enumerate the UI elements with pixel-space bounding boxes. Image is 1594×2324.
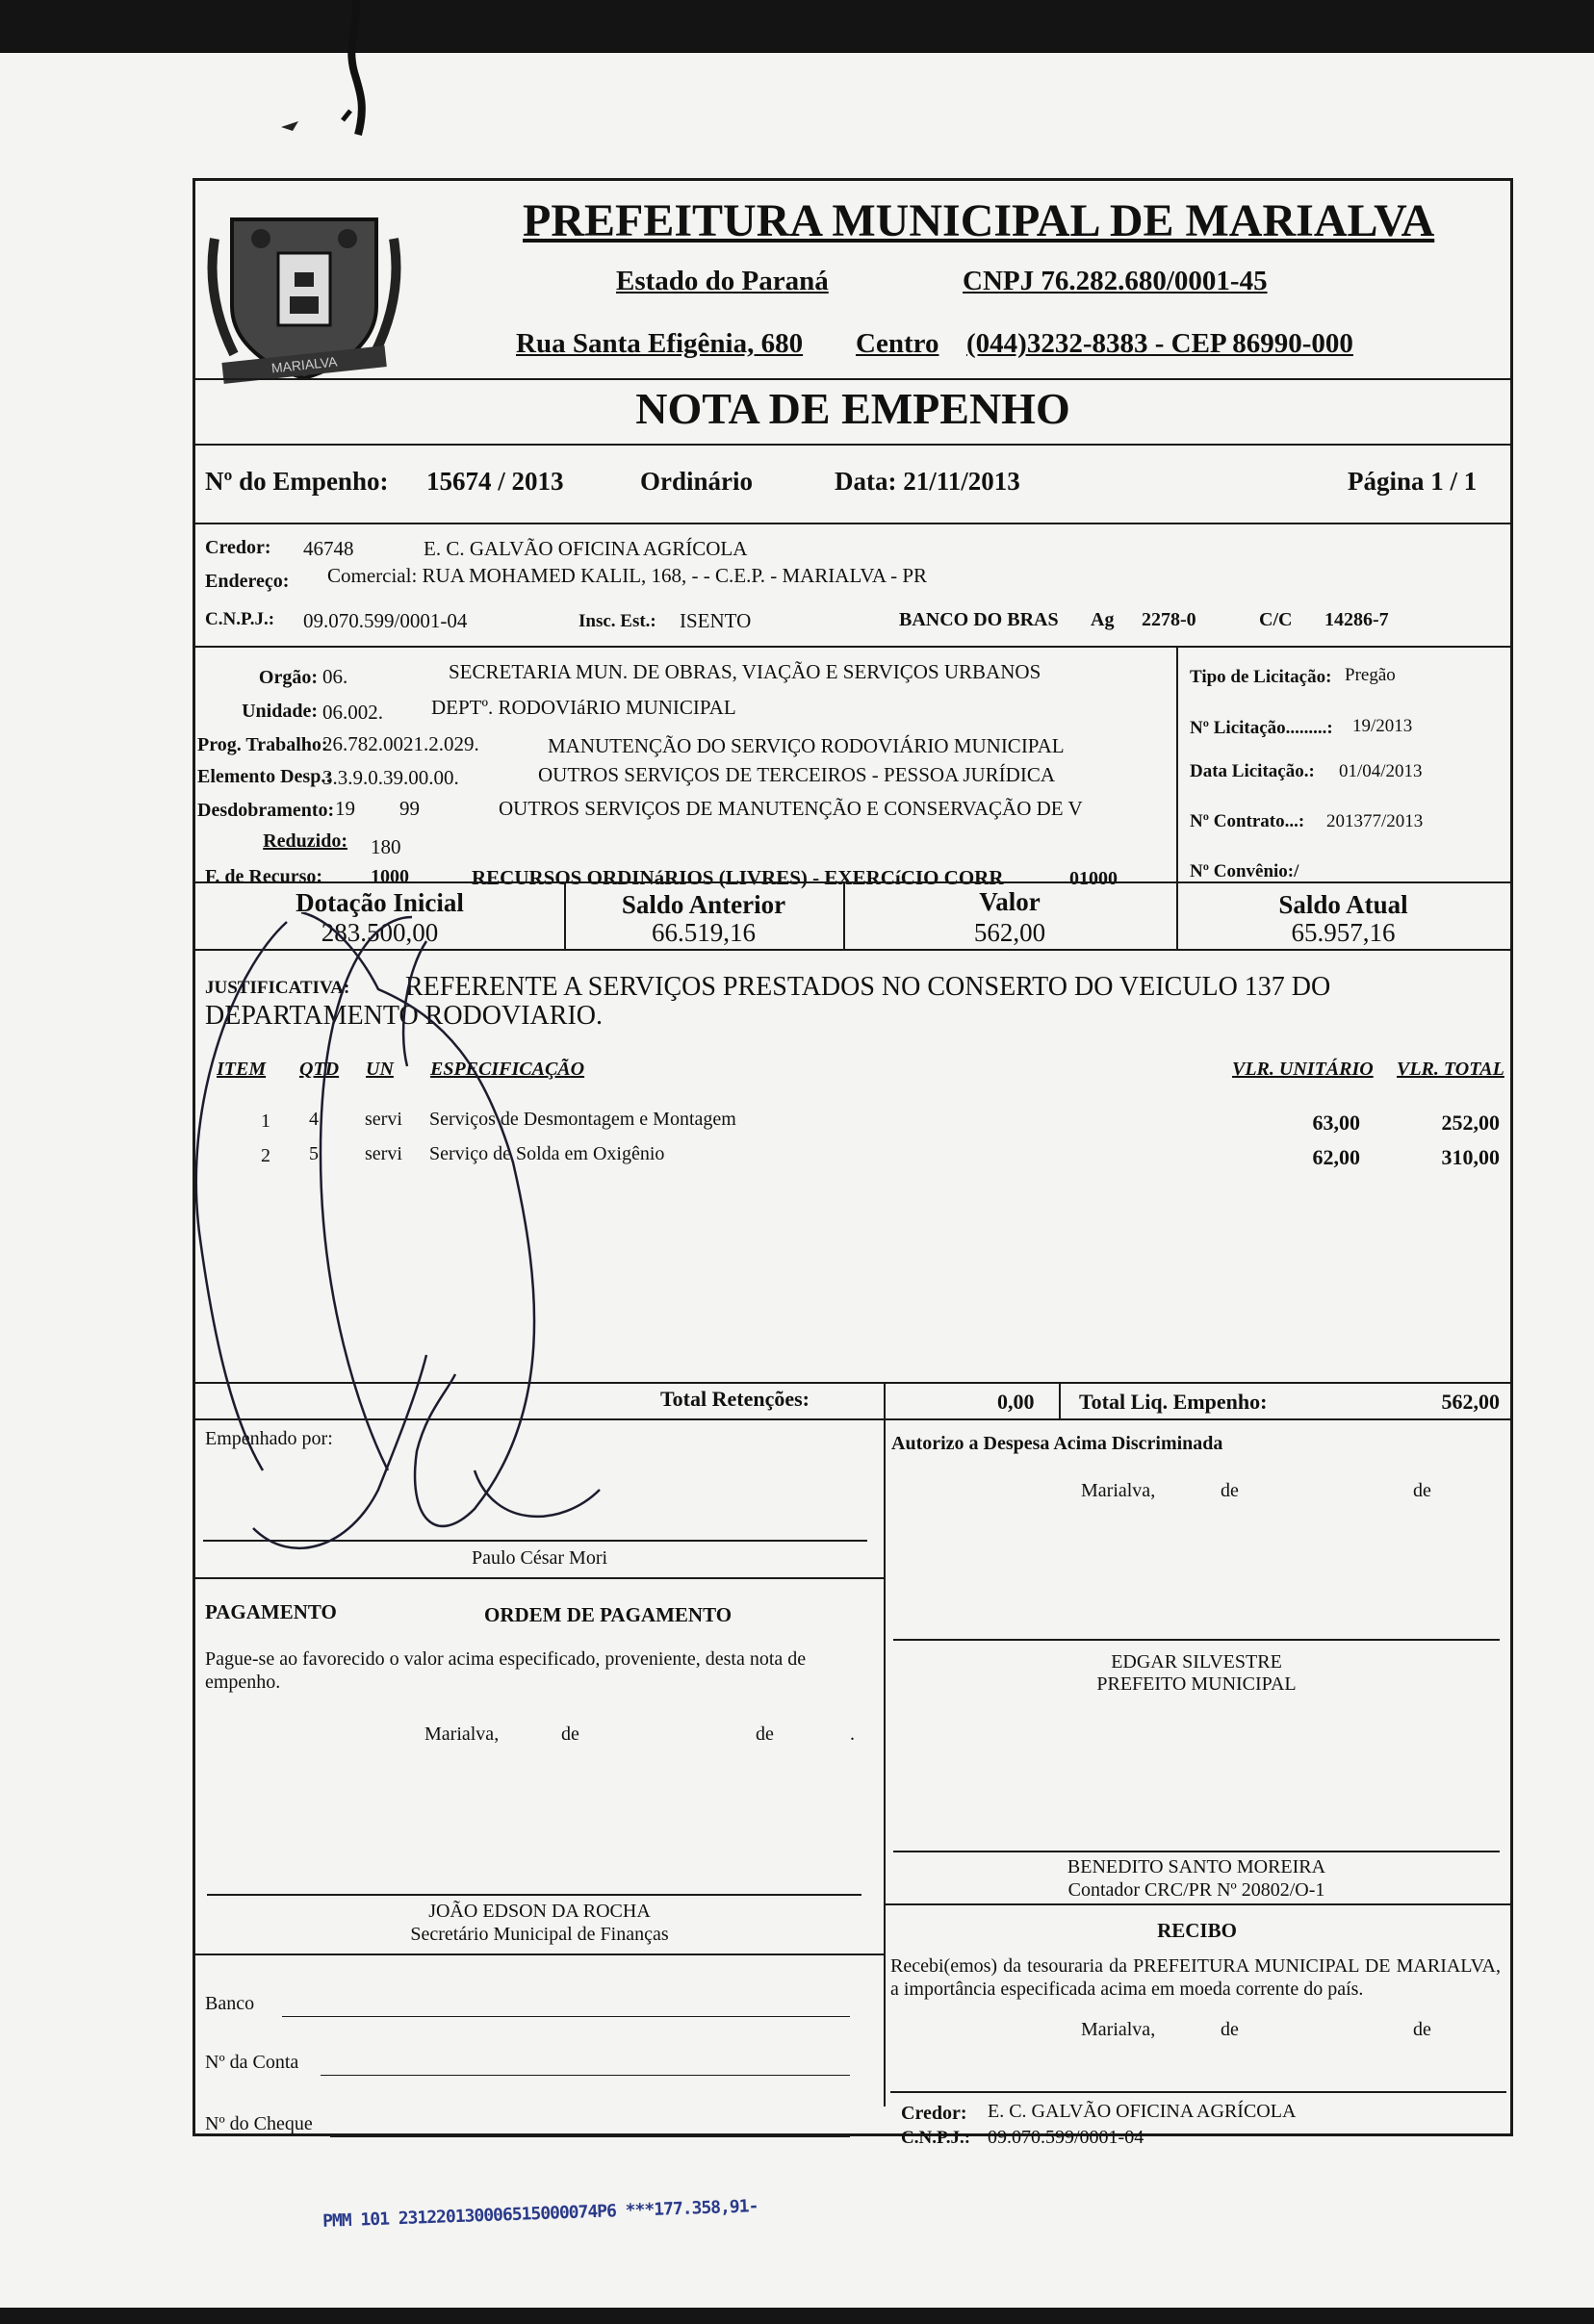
- col-header-item: ITEM: [217, 1059, 267, 1080]
- licitacao-numero-value: 19/2013: [1352, 716, 1413, 736]
- item-1-espec: Serviços de Desmontagem e Montagem: [429, 1109, 736, 1130]
- cheque-line: [330, 2136, 850, 2137]
- scan-artifact-mark: [279, 115, 308, 135]
- banco-label: Banco: [205, 1993, 255, 2014]
- justificativa-line2: DEPARTAMENTO RODOVIARIO.: [205, 1001, 603, 1031]
- orgao-code: 06.: [322, 665, 348, 688]
- credor-code: 46748: [303, 537, 354, 560]
- ordem-pagamento-label: ORDEM DE PAGAMENTO: [484, 1603, 733, 1626]
- document-title: NOTA DE EMPENHO: [635, 384, 1070, 433]
- unidade-value: DEPTº. RODOVIáRIO MUNICIPAL: [431, 696, 736, 719]
- desdobramento-value: OUTROS SERVIÇOS DE MANUTENÇÃO E CONSERVAÇÃO DE V: [499, 797, 1083, 820]
- recibo-cnpj-label: C.N.P.J.:: [901, 2128, 971, 2148]
- saldo-anterior-label: Saldo Anterior: [621, 890, 786, 919]
- scan-top-border: [0, 0, 1594, 53]
- saldo-anterior-value: 66.519,16: [652, 918, 756, 947]
- address-centro: Centro: [856, 328, 939, 359]
- contrato-label: Nº Contrato...:: [1190, 811, 1305, 831]
- mechanical-stamp: PMM 101 231220130006515000074P6 ***177.358,91-: [321, 2196, 758, 2232]
- item-2-unit: 62,00: [1312, 1145, 1360, 1169]
- empenhado-name: Paulo César Mori: [471, 1547, 608, 1569]
- unidade-code: 06.002.: [322, 701, 383, 724]
- elemento-code: 3.3.9.0.39.00.00.: [322, 766, 459, 789]
- unidade-label: Unidade:: [242, 701, 318, 722]
- empenho-tipo: Ordinário: [640, 467, 754, 496]
- pagamento-label: PAGAMENTO: [205, 1600, 337, 1623]
- insc-value: ISENTO: [680, 609, 752, 632]
- recibo-de1: de: [1221, 2019, 1239, 2040]
- banco-line: [282, 2016, 850, 2017]
- municipal-crest-icon: [203, 200, 405, 393]
- reduzido-label: Reduzido:: [263, 830, 347, 852]
- secretario-name: JOÃO EDSON DA ROCHA: [428, 1901, 651, 1922]
- recibo-credor-value: E. C. GALVÃO OFICINA AGRÍCOLA: [988, 2101, 1297, 2122]
- convenio-label: Nº Convênio:/: [1190, 861, 1299, 881]
- estado-label: Estado do Paraná: [616, 266, 829, 296]
- dotacao-label: Dotação Inicial: [296, 888, 464, 917]
- phone-cep: (044)3232-8383 - CEP 86990-000: [966, 328, 1353, 359]
- pagamento-de2: de: [756, 1724, 774, 1745]
- contador-name: BENEDITO SANTO MOREIRA: [1067, 1856, 1326, 1877]
- cc-label: C/C: [1259, 609, 1293, 630]
- recurso-number: 01000: [1069, 868, 1118, 889]
- address-street: Rua Santa Efigênia, 680: [516, 328, 804, 359]
- cnpj-value: 09.070.599/0001-04: [303, 609, 468, 632]
- justificativa-line1: REFERENTE A SERVIÇOS PRESTADOS NO CONSERTO DO VEICULO 137 DO: [405, 972, 1331, 1002]
- autorizo-de1: de: [1221, 1480, 1239, 1501]
- recibo-city: Marialva,: [1081, 2019, 1156, 2040]
- item-2-un: servi: [365, 1143, 402, 1164]
- item-2-num: 2: [261, 1145, 270, 1166]
- scan-artifact-mark: [337, 0, 395, 154]
- col-header-un: UN: [366, 1059, 394, 1080]
- autorizo-de2: de: [1413, 1480, 1431, 1501]
- insc-label: Insc. Est.:: [578, 611, 656, 631]
- reduzido-value: 180: [371, 835, 401, 858]
- desdobramento-label: Desdobramento:: [197, 800, 335, 821]
- autorizo-city: Marialva,: [1081, 1480, 1156, 1501]
- endereco-label: Endereço:: [205, 571, 290, 592]
- recurso-value: RECURSOS ORDINáRIOS (LIVRES) - EXERCíCIO CORR: [472, 866, 1004, 889]
- cc-value: 14286-7: [1324, 609, 1389, 630]
- orgao-value: SECRETARIA MUN. DE OBRAS, VIAÇÃO E SERVIÇOS URBANOS: [449, 660, 1041, 683]
- item-1-qtd: 4: [309, 1109, 319, 1130]
- recibo-de2: de: [1413, 2019, 1431, 2040]
- saldo-atual-value: 65.957,16: [1291, 918, 1396, 947]
- elemento-label: Elemento Desp.:: [197, 766, 332, 787]
- bank-name: BANCO DO BRAS: [899, 609, 1059, 630]
- contador-title: Contador CRC/PR Nº 20802/O-1: [1067, 1879, 1325, 1901]
- prefeito-name: EDGAR SILVESTRE: [1111, 1651, 1282, 1673]
- pagamento-city: Marialva,: [424, 1724, 500, 1745]
- empenho-number: 15674 / 2013: [426, 467, 564, 496]
- svg-text:MARIALVA: MARIALVA: [270, 353, 339, 376]
- licitacao-data-label: Data Licitação.:: [1190, 761, 1315, 781]
- cnpj-label: CNPJ 76.282.680/0001-45: [963, 266, 1268, 296]
- recibo-cnpj-value: 09.070.599/0001-04: [988, 2127, 1144, 2148]
- col-header-unit: VLR. UNITÁRIO: [1232, 1059, 1374, 1080]
- retencoes-value: 0,00: [997, 1390, 1035, 1414]
- col-header-total: VLR. TOTAL: [1397, 1059, 1504, 1080]
- prog-label: Prog. Trabalho:: [197, 734, 328, 755]
- cnpj-field-label: C.N.P.J.:: [205, 609, 275, 629]
- licitacao-data-value: 01/04/2013: [1339, 761, 1423, 781]
- endereco-value: Comercial: RUA MOHAMED KALIL, 168, - - C.E.P. - MARIALVA - PR: [327, 564, 928, 587]
- pagamento-period: .: [850, 1724, 855, 1745]
- scan-bottom-border: [0, 2308, 1594, 2324]
- retencoes-label: Total Retenções:: [660, 1387, 810, 1411]
- item-2-espec: Serviço de Solda em Oxigênio: [429, 1143, 665, 1164]
- item-1-un: servi: [365, 1109, 402, 1130]
- item-1-num: 1: [261, 1111, 270, 1132]
- item-1-total: 252,00: [1441, 1111, 1500, 1135]
- item-2-total: 310,00: [1441, 1145, 1500, 1169]
- page-number: Página 1 / 1: [1348, 467, 1478, 496]
- dotacao-value: 283.500,00: [321, 918, 439, 947]
- secretario-title: Secretário Municipal de Finanças: [410, 1924, 669, 1945]
- conta-line: [321, 2075, 850, 2076]
- empenhado-label: Empenhado por:: [205, 1428, 333, 1449]
- orgao-label: Orgão:: [258, 667, 318, 688]
- liquido-value: 562,00: [1441, 1390, 1500, 1414]
- agency-label: Ag: [1091, 609, 1115, 630]
- recibo-credor-label: Credor:: [901, 2103, 967, 2124]
- elemento-value: OUTROS SERVIÇOS DE TERCEIROS - PESSOA JURÍDICA: [538, 763, 1056, 786]
- licitacao-numero-label: Nº Licitação.........:: [1190, 718, 1333, 738]
- agency-value: 2278-0: [1142, 609, 1196, 630]
- licitacao-tipo-label: Tipo de Licitação:: [1190, 667, 1332, 687]
- saldo-atual-label: Saldo Atual: [1278, 890, 1408, 919]
- recurso-code: 1000: [371, 866, 409, 887]
- desdobramento-code1: 19: [335, 797, 355, 820]
- nota-de-empenho-form: [193, 178, 1513, 2148]
- valor-value: 562,00: [973, 918, 1046, 947]
- desdobramento-code2: 99: [399, 797, 420, 820]
- conta-label: Nº da Conta: [205, 2052, 299, 2073]
- credor-label: Credor:: [205, 537, 271, 558]
- cheque-label: Nº do Cheque: [205, 2113, 313, 2134]
- page-title: PREFEITURA MUNICIPAL DE MARIALVA: [523, 195, 1435, 246]
- autorizo-label: Autorizo a Despesa Acima Discriminada: [891, 1433, 1223, 1454]
- contrato-value: 201377/2013: [1326, 811, 1424, 831]
- prefeito-title: PREFEITO MUNICIPAL: [1096, 1673, 1297, 1695]
- pagamento-de1: de: [561, 1724, 579, 1745]
- recurso-label: F. de Recurso:: [205, 866, 323, 887]
- licitacao-tipo-value: Pregão: [1345, 665, 1396, 685]
- pagamento-text: Pague-se ao favorecido o valor acima especificado, proveniente, desta nota de empenho.: [205, 1648, 807, 1693]
- empenho-date: Data: 21/11/2013: [835, 467, 1020, 496]
- prog-code: 26.782.0021.2.029.: [322, 732, 479, 755]
- recibo-title: RECIBO: [1157, 1919, 1237, 1942]
- recibo-text: Recebi(emos) da tesouraria da PREFEITURA MUNICIPAL DE MARIALVA, a importância especificada acima em moeda corrente do país.: [890, 1955, 1501, 2000]
- prog-value: MANUTENÇÃO DO SERVIÇO RODOVIÁRIO MUNICIPAL: [548, 734, 1065, 757]
- empenho-number-label: Nº do Empenho:: [205, 467, 389, 496]
- credor-name: E. C. GALVÃO OFICINA AGRÍCOLA: [424, 537, 748, 560]
- item-2-qtd: 5: [309, 1143, 319, 1164]
- col-header-espec: ESPECIFICAÇÃO: [430, 1059, 585, 1080]
- liquido-label: Total Liq. Empenho:: [1079, 1390, 1268, 1414]
- item-1-unit: 63,00: [1312, 1111, 1360, 1135]
- col-header-qtd: QTD: [299, 1059, 340, 1080]
- valor-label: Valor: [979, 887, 1041, 916]
- justificativa-label: JUSTIFICATIVA:: [205, 978, 350, 998]
